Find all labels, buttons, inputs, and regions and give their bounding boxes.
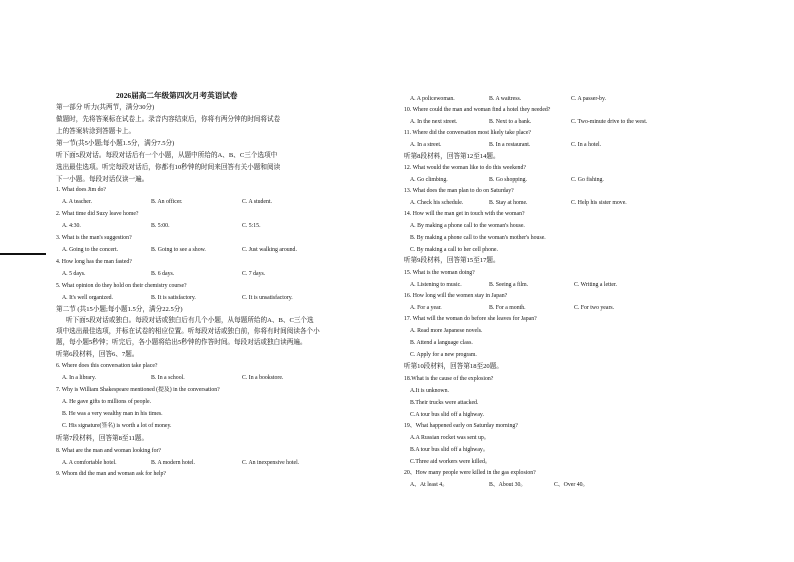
option-a: A. It's well organized.	[62, 295, 114, 301]
option-b: B. He was a very wealthy man in his times.	[62, 411, 163, 417]
option-c: C.A tour bus slid off a highway.	[410, 412, 484, 418]
option-c: C. An inexpensive hotel.	[242, 460, 300, 466]
question-text: 17. What will the woman do before she leaves for Japan?	[404, 316, 537, 322]
option-a: A. For a year.	[410, 305, 442, 311]
material-note: 听第6段材料，回答6、7题。	[56, 351, 139, 358]
option-b: B. Going to see a show.	[151, 247, 206, 253]
part-one-heading: 第一部分 听力(共两节，满分30分)	[56, 104, 155, 111]
instruction-line: 项中选出最佳选项，并标在试卷的相应位置。听每段对话或独白前，你将有时间阅读各个小	[56, 328, 320, 335]
material-note: 听第8段材料，回答第12至14题。	[404, 153, 500, 160]
option-a: A. A teacher.	[62, 199, 92, 205]
material-note: 听第9段材料，回答第15至17题。	[404, 257, 500, 264]
question-text: 7. Why is William Shakespeare mentioned (提及) in the conversation?	[56, 387, 220, 393]
option-b: B. Go shopping.	[489, 177, 528, 183]
binding-margin-mark	[0, 253, 46, 255]
option-b: B. A modern hotel.	[151, 460, 195, 466]
option-c: C、Over 40。	[554, 482, 589, 488]
option-a: A. Go climbing.	[410, 177, 448, 183]
option-a: A. In a library.	[62, 375, 96, 381]
option-a: A. Read more Japanese novels.	[410, 328, 483, 334]
option-a: A. In the next street.	[410, 119, 458, 125]
question-text: 9. Whom did the man and woman ask for help?	[56, 471, 167, 477]
option-c: C. By making a call to her cell phone.	[410, 247, 498, 253]
instruction-line: 题，每小题5秒钟；听完后，各小题将给出5秒钟的作答时间。每段对话或独白读两遍。	[56, 339, 307, 346]
option-a: A. Listening to music.	[410, 282, 462, 288]
question-text: 20、How many people were killed in the gas explosion?	[404, 470, 536, 476]
option-a: A. 5 days.	[62, 271, 86, 277]
option-b: B. In a restaurant.	[489, 142, 531, 148]
option-c: C. Go fishing.	[571, 177, 604, 183]
option-b: B. It is satisfactory.	[151, 295, 196, 301]
option-b: B、About 30。	[489, 482, 527, 488]
option-c: C. His signature(签名) is worth a lot of money.	[62, 423, 172, 429]
question-text: 18.What is the cause of the explosion?	[404, 376, 494, 382]
instruction-line: 听下面5段对话或独白。每段对话或独白后有几个小题，从每题所给的A、B、C三个选	[66, 317, 314, 324]
question-text: 4. How long has the man fasted?	[56, 259, 132, 265]
question-text: 3. What is the man's suggestion?	[56, 235, 132, 241]
section-heading: 第一节(共5小题;每小题1.5分，满分7.5分)	[56, 140, 175, 147]
material-note: 听第7段材料，回答第8至11题。	[56, 435, 149, 442]
question-text: 16. How long will the women stay in Japan?	[404, 293, 508, 299]
option-c: C. In a bookstore.	[242, 375, 284, 381]
question-text: 11. Where did the conversation most likely take place?	[404, 130, 532, 136]
question-text: 13. What does the man plan to do on Saturday?	[404, 188, 514, 194]
option-c: C. Just walking around.	[242, 247, 297, 253]
option-b: B. 6 days.	[151, 271, 175, 277]
option-a: A. Going to the concert.	[62, 247, 119, 253]
option-c: C. For two years.	[574, 305, 615, 311]
option-b: B. In a school.	[151, 375, 185, 381]
option-a: A. Check his schedule.	[410, 200, 464, 206]
option-b: B. A waitress.	[489, 96, 522, 102]
option-b: B. 5:00.	[151, 223, 170, 229]
option-a: A.A Russian rocket was sent up。	[410, 435, 490, 441]
question-text: 14. How will the man get in touch with the woman?	[404, 211, 525, 217]
option-c: C. Two-minute drive to the west.	[571, 119, 648, 125]
option-a: A. 4:30.	[62, 223, 81, 229]
option-c: C.Three aid workers were killed。	[410, 459, 491, 465]
option-b: B. Stay at home.	[489, 200, 528, 206]
option-b: B. Seeing a film.	[489, 282, 529, 288]
option-c: C. 7 days.	[242, 271, 266, 277]
instruction-line: 做题时，先将答案标在试卷上。录音内容结束后，你将有两分钟的时间将试卷	[56, 116, 281, 123]
option-a: A、At least 4。	[410, 482, 448, 488]
option-a: A. He gave gifts to millions of people.	[62, 399, 152, 405]
option-a: A. A comfortable hotel.	[62, 460, 117, 466]
question-text: 1. What does Jim do?	[56, 187, 106, 193]
material-note: 听第10段材料，回答第18至20题。	[404, 363, 503, 370]
option-c: C. Writing a letter.	[574, 282, 617, 288]
question-text: 19、What happened early on Saturday morning?	[404, 423, 518, 429]
option-a: A.It is unknown.	[410, 388, 449, 394]
section-heading: 第二节 (共15小题;每小题1.5分，满分22.5分)	[56, 306, 183, 313]
option-c: C. 5:15.	[242, 223, 261, 229]
option-b: B. Attend a language class.	[410, 340, 473, 346]
option-a: A. In a street.	[410, 142, 442, 148]
question-text: 10. Where could the man and woman find a hotel they needed?	[404, 107, 551, 113]
option-b: B. An officer.	[151, 199, 183, 205]
option-a: A. A policewoman.	[410, 96, 455, 102]
question-text: 6. Where does this conversation take place?	[56, 363, 158, 369]
instruction-line: 下一小题。每段对话仅读一遍。	[56, 176, 149, 183]
question-text: 15. What is the woman doing?	[404, 270, 475, 276]
option-b: B.A tour bus slid off a highway。	[410, 447, 489, 453]
option-b: B. Next to a bank.	[489, 119, 532, 125]
question-text: 5. What opinion do they hold on their chemistry course?	[56, 283, 187, 289]
question-text: 2. What time did Suzy leave home?	[56, 211, 139, 217]
instruction-line: 选出最佳选项。听完每段对话后，你都有10秒钟的时间来回答有关小题和阅读	[56, 164, 281, 171]
instruction-line: 听下面5段对话。每段对话后有一个小题，从题中所给的A、B、C三个选项中	[56, 152, 278, 159]
option-a: A. By making a phone call to the woman's house.	[410, 223, 525, 229]
option-c: C. A student.	[242, 199, 272, 205]
option-b: B. For a month.	[489, 305, 526, 311]
question-text: 8. What are the man and woman looking for?	[56, 448, 162, 454]
option-c: C. Apply for a new program.	[410, 352, 477, 358]
option-c: C. In a hotel.	[571, 142, 602, 148]
question-text: 12. What would the woman like to do this weekend?	[404, 165, 526, 171]
option-b: B. By making a phone call to the woman's mother's house.	[410, 235, 546, 241]
instruction-line: 上的答案转涂到答题卡上。	[56, 128, 136, 135]
option-c: C. It is unsatisfactory.	[242, 295, 293, 301]
option-b: B.Their trucks were attacked.	[410, 400, 479, 406]
exam-title: 2026届高二年级第四次月考英语试卷	[116, 91, 238, 100]
option-c: C. A passer-by.	[571, 96, 606, 102]
option-c: C. Help his sister move.	[571, 200, 627, 206]
